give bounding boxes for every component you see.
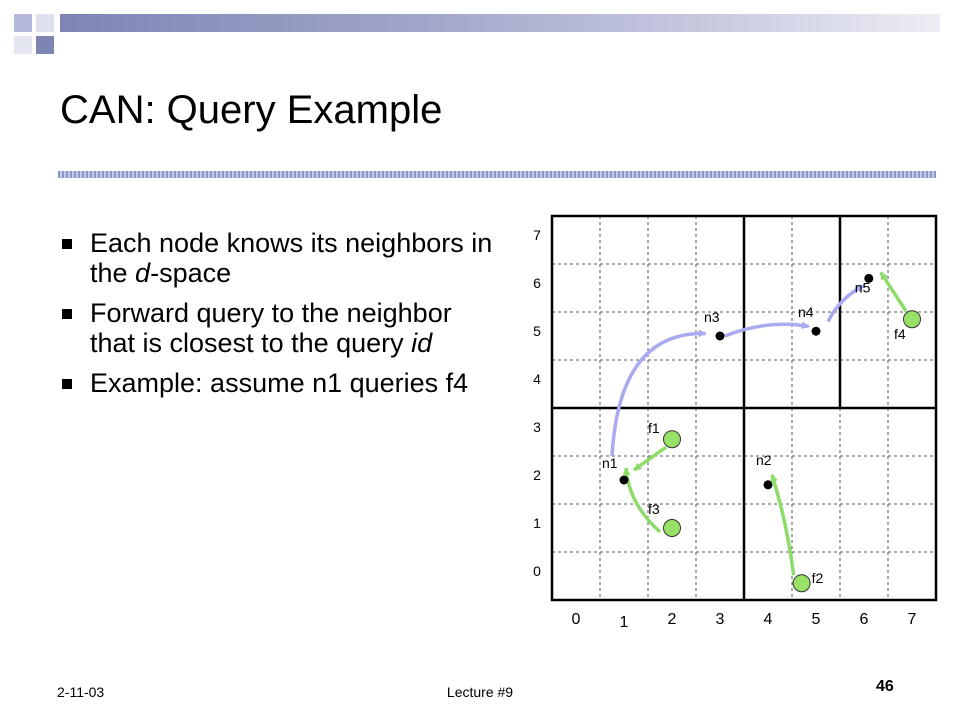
y-tick-label: 1: [533, 515, 541, 531]
bullet-text: Forward query to the neighbor that is closest to the query: [90, 298, 452, 358]
node-dot: [812, 327, 821, 336]
query-route-arrow: [612, 334, 706, 456]
x-tick-label: 4: [763, 611, 773, 628]
file-circle: [793, 575, 810, 592]
file-label: f4: [894, 326, 906, 343]
file-circle: [664, 431, 681, 448]
footer-date: 2-11-03: [57, 684, 105, 700]
x-tick-label: 6: [859, 611, 869, 628]
footer-lecture: Lecture #9: [446, 684, 514, 700]
node-label: n1: [602, 455, 618, 471]
file-label: f1: [648, 420, 660, 437]
node-label: n4: [798, 304, 814, 321]
x-tick-label: 1: [619, 614, 629, 631]
node-label: n2: [756, 451, 772, 468]
slide-title: CAN: Query Example: [60, 88, 443, 132]
node-dot: [620, 476, 629, 485]
query-route-arrow: [725, 324, 809, 336]
file-mapping-arrow: [772, 475, 794, 575]
node-label: n3: [704, 309, 720, 325]
y-tick-label: 2: [533, 467, 541, 483]
file-mapping-arrow: [881, 272, 906, 311]
file-circle: [904, 311, 921, 328]
bullet-text: Example: assume n1 queries f4: [90, 368, 469, 398]
y-tick-label: 6: [533, 275, 541, 291]
x-tick-label: 0: [571, 611, 581, 628]
bullet-text: Each node knows its neighbors in the: [90, 228, 493, 288]
file-mapping-arrow: [634, 447, 666, 470]
y-tick-label: 5: [533, 323, 541, 339]
x-tick-label: 2: [667, 611, 677, 628]
y-tick-label: 0: [533, 563, 541, 579]
x-tick-label: 3: [715, 611, 725, 628]
node-label: n5: [854, 279, 871, 296]
bullet-text: -space: [150, 258, 232, 288]
x-tick-label: 7: [907, 611, 917, 628]
file-label: f2: [811, 570, 824, 587]
bullet-emphasis: d: [135, 258, 151, 288]
y-tick-label: 7: [533, 227, 541, 243]
file-mapping-arrow: [626, 468, 660, 532]
page-number: 46: [876, 678, 894, 695]
node-dot: [716, 332, 725, 341]
file-label: f3: [648, 501, 660, 517]
node-dot: [764, 480, 773, 489]
y-tick-label: 3: [533, 419, 541, 435]
x-tick-label: 5: [811, 611, 821, 628]
file-circle: [664, 520, 681, 537]
bullet-emphasis: id: [411, 328, 433, 358]
y-tick-label: 4: [533, 371, 541, 387]
